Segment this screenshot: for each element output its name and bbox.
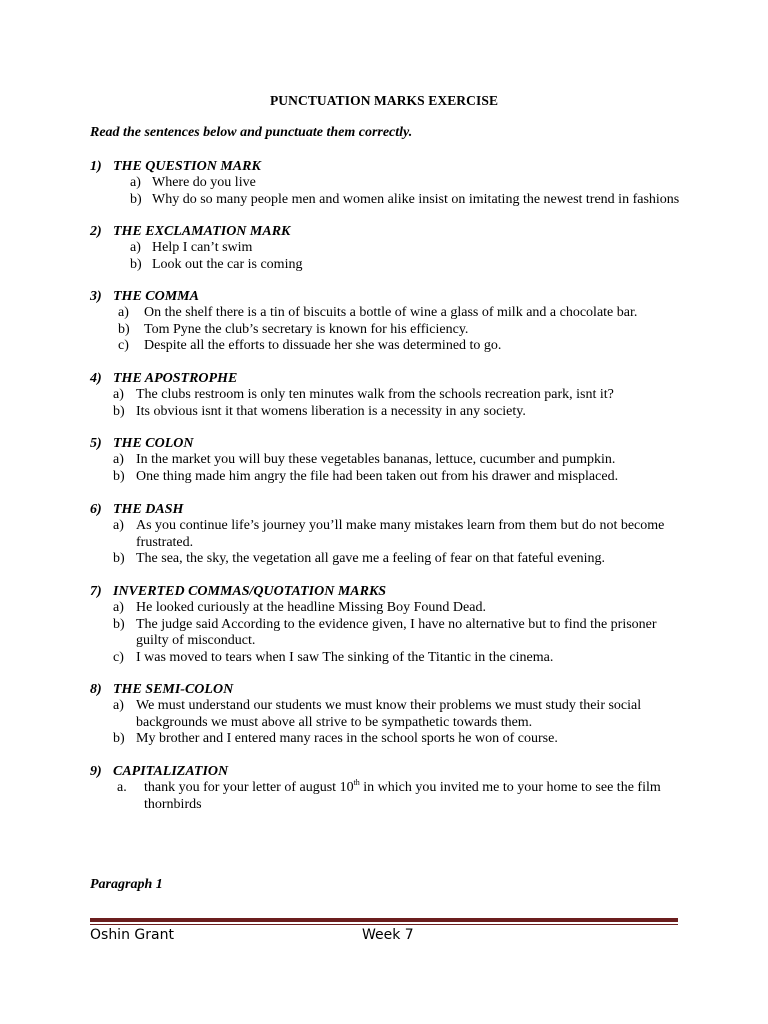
list-item xyxy=(90,731,690,748)
item-text: The sea, the sky, the vegetation all gave me a feeling of fear on that fateful evening. xyxy=(136,551,606,566)
list-item xyxy=(90,617,690,650)
section-number: 6) xyxy=(90,502,102,517)
item-text: My brother and I entered many races in the school sports he won of course. xyxy=(136,731,558,746)
item-text-continued: thornbirds xyxy=(144,796,202,812)
item-text: One thing made him angry the file had been taken out from his drawer and misplaced. xyxy=(136,468,619,484)
item-marker: a) xyxy=(118,305,129,320)
item-marker: b) xyxy=(113,551,125,566)
section-title: THE DASH xyxy=(113,502,184,517)
item-marker: a) xyxy=(113,698,124,713)
section-title: THE QUESTION MARK xyxy=(113,159,261,174)
section-title: THE SEMI-COLON xyxy=(113,682,234,697)
item-marker: c) xyxy=(113,649,124,665)
section-comma xyxy=(90,288,690,355)
section-number: 5) xyxy=(90,436,102,451)
item-text: In the market you will buy these vegetables bananas, lettuce, cucumber and pumpkin. xyxy=(136,452,616,467)
list-item xyxy=(90,240,690,257)
section-number: 9) xyxy=(90,764,102,779)
ordinal-superscript: th xyxy=(353,778,360,787)
section-inverted-commas xyxy=(90,583,690,666)
list-item xyxy=(90,257,690,274)
item-marker: b) xyxy=(130,256,142,272)
item-marker: a) xyxy=(130,240,141,255)
item-marker: a) xyxy=(130,175,141,190)
footer-rule-thick xyxy=(90,918,678,922)
list-item xyxy=(90,338,690,355)
item-text: Look out the car is coming xyxy=(152,256,303,272)
list-item xyxy=(90,192,690,209)
item-marker: a) xyxy=(113,452,124,467)
section-heading xyxy=(90,288,690,305)
item-marker: a. xyxy=(117,780,127,795)
item-marker: a) xyxy=(113,600,124,615)
footer-rule-thin xyxy=(90,924,678,925)
item-text: Despite all the efforts to dissuade her she was determined to go. xyxy=(144,338,502,353)
list-item xyxy=(90,322,690,339)
section-number: 1) xyxy=(90,159,102,174)
item-text-start: thank you for your letter of august 10 xyxy=(144,780,354,795)
item-text: Why do so many people men and women alike insist on imitating the newest trend in fashions xyxy=(152,191,680,207)
section-title: CAPITALIZATION xyxy=(113,764,229,779)
item-marker: b) xyxy=(118,321,130,337)
item-text xyxy=(90,780,690,797)
section-number: 4) xyxy=(90,371,102,386)
list-item xyxy=(90,452,690,469)
section-number: 7) xyxy=(90,584,102,599)
section-title: THE COMMA xyxy=(113,289,199,304)
section-number: 3) xyxy=(90,289,102,304)
list-item xyxy=(90,387,690,404)
section-heading xyxy=(90,370,690,387)
section-question-mark xyxy=(90,158,690,208)
item-text: We must understand our students we must know their problems we must study their social xyxy=(136,698,642,713)
item-text: Where do you live xyxy=(152,175,256,190)
list-item xyxy=(90,650,690,667)
section-title: THE COLON xyxy=(113,436,194,451)
section-heading xyxy=(90,583,690,600)
paragraph-label: Paragraph 1 xyxy=(90,877,163,892)
section-heading xyxy=(90,501,690,518)
section-title: THE APOSTROPHE xyxy=(113,371,238,386)
item-marker: b) xyxy=(113,468,125,484)
section-colon xyxy=(90,435,690,485)
item-text: Its obvious isnt it that womens liberation is a necessity in any society. xyxy=(136,403,526,419)
section-heading xyxy=(90,681,690,698)
list-item xyxy=(90,305,690,322)
item-text-continued: guilty of misconduct. xyxy=(136,633,256,648)
list-item xyxy=(90,780,690,813)
item-marker: b) xyxy=(113,616,125,632)
list-item xyxy=(90,600,690,617)
section-heading xyxy=(90,435,690,452)
item-text: Help I can’t swim xyxy=(152,240,253,255)
instruction-text: Read the sentences below and punctuate them correctly. xyxy=(90,125,413,140)
item-text-continued: frustrated. xyxy=(136,534,194,550)
item-text: As you continue life’s journey you’ll make many mistakes learn from them but do not become xyxy=(136,518,665,533)
page-title: PUNCTUATION MARKS EXERCISE xyxy=(269,93,499,108)
section-apostrophe xyxy=(90,370,690,420)
item-text: Tom Pyne the club’s secretary is known for his efficiency. xyxy=(144,321,469,337)
section-dash xyxy=(90,501,690,568)
footer-author: Oshin Grant xyxy=(90,927,174,943)
section-heading xyxy=(90,223,690,240)
item-marker: c) xyxy=(118,338,129,353)
item-text-continued: backgrounds we must above all strive to be sympathetic towards them. xyxy=(136,714,533,730)
section-semi-colon xyxy=(90,681,690,748)
item-text: The clubs restroom is only ten minutes walk from the schools recreation park, isnt it? xyxy=(136,387,614,402)
item-text: On the shelf there is a tin of biscuits a bottle of wine a glass of milk and a chocolate bar. xyxy=(144,305,638,320)
list-item xyxy=(90,404,690,421)
section-heading xyxy=(90,763,690,780)
list-item xyxy=(90,469,690,486)
list-item xyxy=(90,698,690,731)
section-number: 2) xyxy=(90,224,102,239)
list-item xyxy=(90,175,690,192)
section-title: THE EXCLAMATION MARK xyxy=(113,224,291,239)
section-exclamation-mark xyxy=(90,223,690,273)
item-text-end: in which you invited me to your home to see the film xyxy=(359,780,661,795)
item-marker: a) xyxy=(113,387,124,402)
section-heading xyxy=(90,158,690,175)
item-marker: a) xyxy=(113,518,124,533)
item-marker: b) xyxy=(113,403,125,419)
item-text: I was moved to tears when I saw The sinking of the Titantic in the cinema. xyxy=(136,649,554,665)
section-number: 8) xyxy=(90,682,102,697)
section-title: INVERTED COMMAS/QUOTATION MARKS xyxy=(113,584,387,599)
list-item xyxy=(90,551,690,568)
item-marker: b) xyxy=(130,191,142,207)
section-capitalization xyxy=(90,763,690,813)
list-item xyxy=(90,518,690,551)
footer-week: Week 7 xyxy=(362,927,414,943)
item-marker: b) xyxy=(113,731,125,746)
item-text: He looked curiously at the headline Missing Boy Found Dead. xyxy=(136,600,486,615)
item-text: The judge said According to the evidence given, I have no alternative but to find the prisoner xyxy=(136,616,657,632)
